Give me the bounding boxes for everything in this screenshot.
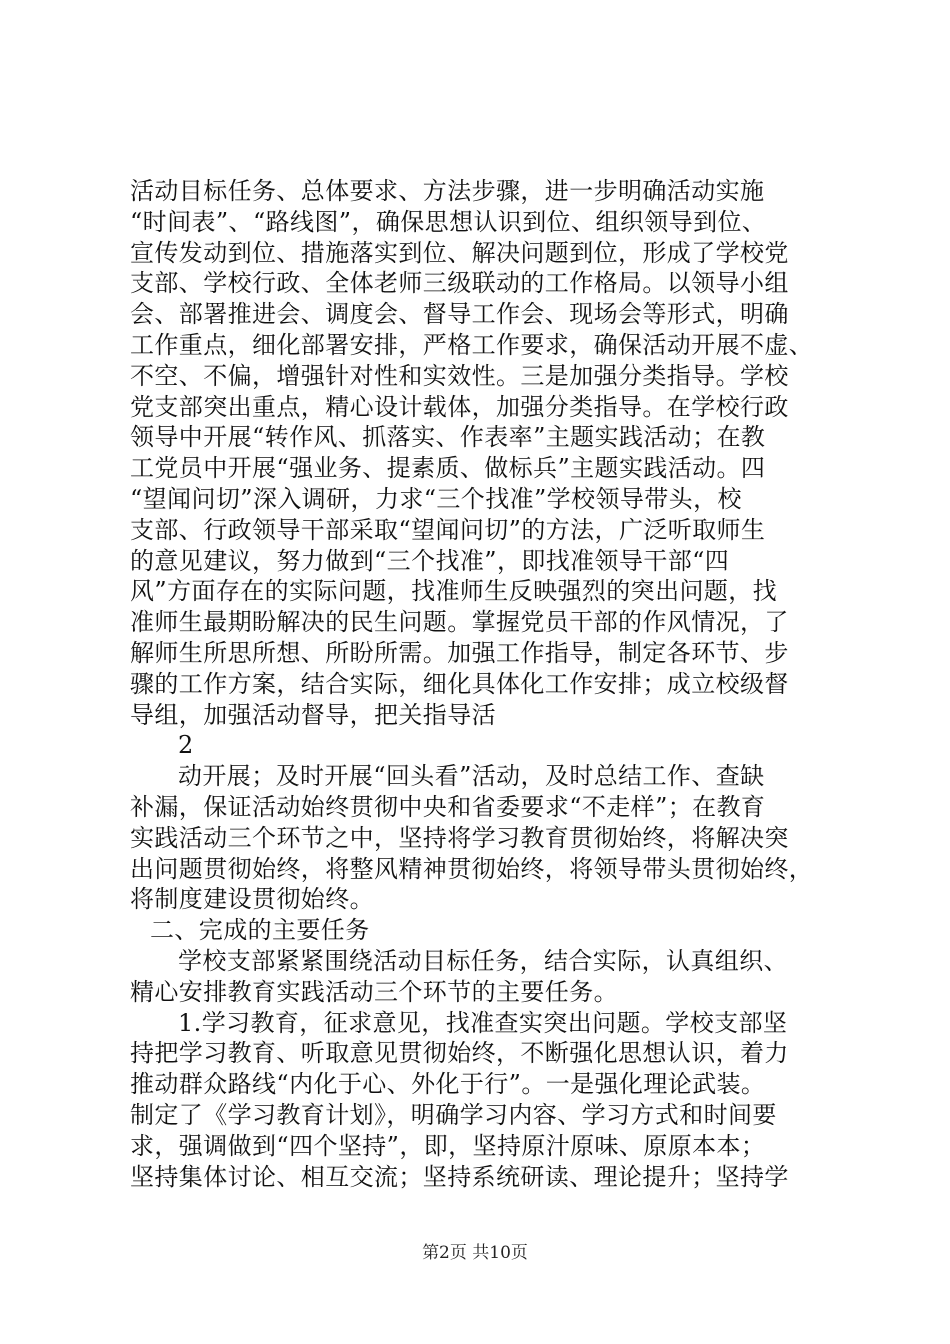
text-line: 坚持集体讨论、相互交流；坚持系统研读、理论提升；坚持学 (130, 1162, 789, 1191)
text-line: “望闻问切”深入调研，力求“三个找准”学校领导带头，校 (130, 484, 742, 513)
text-line: 出问题贯彻始终，将整风精神贯彻始终，将领导带头贯彻始终， (130, 854, 814, 883)
text-line: 学校支部紧紧围绕活动目标任务，结合实际，认真组织、 (178, 946, 788, 975)
text-line: 活动目标任务、总体要求、方法步骤，进一步明确活动实施 (130, 177, 765, 205)
text-line: 持把学习教育、听取意见贯彻始终，不断强化思想认识，着力 (130, 1039, 789, 1068)
text-line: 动开展；及时开展“回头看”活动，及时总结工作、查缺 (178, 762, 765, 791)
text-line: 精心安排教育实践活动三个环节的主要任务。 (130, 977, 618, 1006)
text-line: 实践活动三个环节之中，坚持将学习教育贯彻始终，将解决突 (130, 823, 789, 852)
text-line: 解师生所思所想、所盼所需。加强工作指导，制定各环节、步 (130, 638, 789, 667)
text-line: 求，强调做到“四个坚持”，即，坚持原汁原味、原原本本； (130, 1131, 766, 1160)
text-line: 风”方面存在的实际问题，找准师生反映强烈的突出问题，找 (130, 577, 778, 606)
text-line: 1.学习教育，征求意见，找准查实突出问题。学校支部坚 (178, 1008, 788, 1037)
text-line: 党支部突出重点，精心设计载体，加强分类指导。在学校行政 (130, 392, 789, 421)
section-heading: 二、完成的主要任务 (150, 916, 370, 945)
text-line: 将制度建设贯彻始终。 (130, 885, 374, 914)
text-line: 准师生最期盼解决的民生问题。掌握党员干部的作风情况，了 (130, 608, 789, 637)
text-line: 导组，加强活动督导，把关指导活 (130, 700, 496, 729)
text-line: 工党员中开展“强业务、提素质、做标兵”主题实践活动。四 (130, 454, 766, 483)
inline-page-number: 2 (178, 731, 194, 760)
text-line: 推动群众路线“内化于心、外化于行”。一是强化理论武装。 (130, 1070, 766, 1099)
text-line: 支部、行政领导干部采取“望闻问切”的方法，广泛听取师生 (130, 515, 766, 544)
text-line: 领导中开展“转作风、抓落实、作表率”主题实践活动；在教 (130, 423, 766, 452)
text-line: 宣传发动到位、措施落实到位、解决问题到位，形成了学校党 (130, 238, 789, 267)
text-line: 支部、学校行政、全体老师三级联动的工作格局。以领导小组 (130, 269, 789, 298)
text-line: 补漏，保证活动始终贯彻中央和省委要求“不走样”；在教育 (130, 792, 766, 821)
text-line: 的意见建议，努力做到“三个找准”，即找准领导干部“四 (130, 546, 730, 575)
text-line: 骤的工作方案，结合实际，细化具体化工作安排；成立校级督 (130, 669, 789, 698)
text-line: 制定了《学习教育计划》，明确学习内容、学习方式和时间要 (130, 1100, 777, 1129)
text-line: 不空、不偏，增强针对性和实效性。三是加强分类指导。学校 (130, 361, 789, 390)
text-line: 工作重点，细化部署安排，严格工作要求，确保活动开展不虚、 (130, 330, 814, 359)
text-line: “时间表”、“路线图”，确保思想认识到位、组织领导到位、 (130, 207, 767, 236)
document-body (130, 176, 830, 1192)
page-footer: 第2页 共10页 (422, 1243, 528, 1263)
text-line: 会、部署推进会、调度会、督导工作会、现场会等形式，明确 (130, 300, 789, 329)
